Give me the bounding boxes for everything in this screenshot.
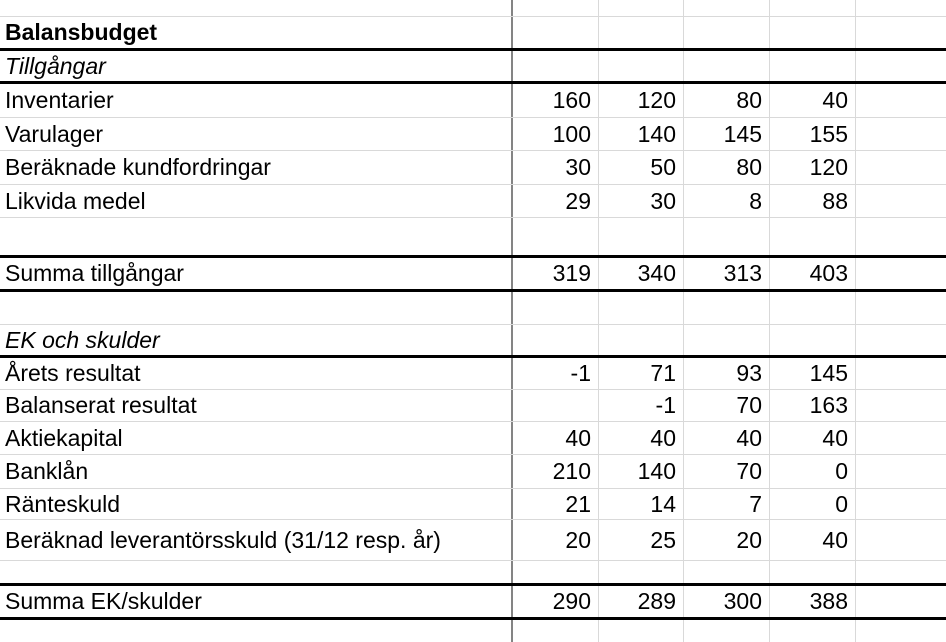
table-row bbox=[0, 51, 946, 84]
value-cell[interactable]: 160 bbox=[552, 87, 591, 113]
value-cell[interactable]: 40 bbox=[822, 526, 848, 553]
value-cell[interactable]: 70 bbox=[736, 458, 762, 484]
table-row bbox=[0, 489, 946, 520]
value-cell[interactable]: 319 bbox=[552, 260, 591, 286]
value-cell[interactable] bbox=[769, 218, 855, 255]
value-cell[interactable] bbox=[683, 620, 769, 642]
value-cell[interactable] bbox=[769, 0, 855, 16]
value-cell[interactable] bbox=[512, 51, 598, 81]
value-cell[interactable] bbox=[598, 218, 683, 255]
table-row bbox=[0, 455, 946, 489]
row-label-cell[interactable] bbox=[0, 292, 512, 324]
row-label-cell[interactable]: Tillgångar bbox=[5, 52, 106, 79]
value-cell[interactable] bbox=[512, 218, 598, 255]
table-row bbox=[0, 258, 946, 292]
value-cell[interactable] bbox=[683, 292, 769, 324]
table-row bbox=[0, 0, 946, 17]
empty-cell[interactable] bbox=[855, 455, 946, 488]
value-cell[interactable] bbox=[769, 292, 855, 324]
row-label-cell[interactable]: Varulager bbox=[5, 120, 104, 147]
value-cell[interactable] bbox=[512, 620, 598, 642]
row-label-cell[interactable]: Summa tillgångar bbox=[5, 260, 184, 286]
value-cell[interactable]: 313 bbox=[723, 260, 762, 286]
row-label-cell[interactable]: Balansbudget bbox=[5, 19, 158, 45]
value-cell[interactable]: 40 bbox=[736, 424, 762, 451]
value-cell[interactable]: 40 bbox=[822, 424, 848, 451]
value-cell[interactable]: 388 bbox=[809, 588, 848, 614]
value-cell[interactable]: 25 bbox=[650, 526, 676, 553]
value-cell[interactable]: 50 bbox=[650, 154, 676, 180]
table-row bbox=[0, 358, 946, 390]
value-cell[interactable] bbox=[598, 325, 683, 355]
value-cell[interactable]: 120 bbox=[809, 154, 848, 180]
empty-cell[interactable] bbox=[855, 358, 946, 389]
value-cell[interactable] bbox=[512, 17, 598, 48]
empty-cell[interactable] bbox=[855, 520, 946, 560]
value-cell[interactable]: 30 bbox=[565, 154, 591, 180]
row-label-cell[interactable]: Årets resultat bbox=[5, 360, 141, 386]
value-cell[interactable] bbox=[683, 325, 769, 355]
value-cell[interactable]: 40 bbox=[565, 424, 591, 451]
value-cell[interactable] bbox=[683, 218, 769, 255]
empty-cell[interactable] bbox=[855, 0, 946, 16]
row-label-cell[interactable] bbox=[0, 0, 512, 16]
empty-cell[interactable] bbox=[855, 258, 946, 289]
value-cell[interactable]: 71 bbox=[650, 360, 676, 386]
value-cell[interactable]: 93 bbox=[736, 360, 762, 386]
empty-cell[interactable] bbox=[855, 561, 946, 583]
table-row bbox=[0, 422, 946, 455]
value-cell[interactable]: 120 bbox=[637, 87, 676, 113]
empty-cell[interactable] bbox=[855, 620, 946, 642]
value-cell[interactable]: 403 bbox=[809, 260, 848, 286]
empty-cell[interactable] bbox=[855, 325, 946, 355]
value-cell[interactable]: 30 bbox=[650, 187, 676, 214]
value-cell[interactable]: 80 bbox=[736, 87, 762, 113]
row-label-cell[interactable]: Balanserat resultat bbox=[5, 392, 197, 418]
table-row bbox=[0, 325, 946, 358]
empty-cell[interactable] bbox=[855, 218, 946, 255]
table-row bbox=[0, 118, 946, 151]
empty-cell[interactable] bbox=[855, 422, 946, 454]
value-cell[interactable]: 0 bbox=[835, 490, 848, 517]
value-cell[interactable] bbox=[598, 620, 683, 642]
value-cell[interactable] bbox=[598, 292, 683, 324]
value-cell[interactable]: 300 bbox=[723, 588, 762, 614]
value-cell[interactable] bbox=[683, 0, 769, 16]
empty-cell[interactable] bbox=[855, 292, 946, 324]
value-cell[interactable]: 140 bbox=[637, 458, 676, 484]
value-cell[interactable]: 29 bbox=[565, 187, 591, 214]
value-cell[interactable]: 289 bbox=[637, 588, 676, 614]
row-label-cell[interactable]: Banklån bbox=[5, 458, 89, 484]
table-row bbox=[0, 520, 946, 561]
table-row bbox=[0, 185, 946, 218]
value-cell[interactable]: 21 bbox=[565, 490, 591, 517]
value-cell[interactable] bbox=[598, 561, 683, 583]
value-cell[interactable]: 210 bbox=[552, 458, 591, 484]
value-cell[interactable] bbox=[769, 620, 855, 642]
value-cell[interactable]: 140 bbox=[637, 120, 676, 147]
row-label-cell[interactable]: Aktiekapital bbox=[5, 424, 123, 451]
value-cell[interactable]: 0 bbox=[835, 458, 848, 484]
value-cell[interactable]: -1 bbox=[655, 392, 676, 418]
value-cell[interactable] bbox=[598, 0, 683, 16]
table-row bbox=[0, 292, 946, 325]
value-cell[interactable]: 20 bbox=[565, 526, 591, 553]
row-label-cell[interactable]: Likvida medel bbox=[5, 187, 146, 214]
table-row bbox=[0, 84, 946, 118]
value-cell[interactable]: 155 bbox=[809, 120, 848, 147]
value-cell[interactable]: -1 bbox=[570, 360, 591, 386]
empty-cell[interactable] bbox=[855, 151, 946, 184]
table-row bbox=[0, 218, 946, 258]
value-cell[interactable] bbox=[512, 292, 598, 324]
row-label-cell[interactable]: Beräknad leverantörsskuld (31/12 resp. år) bbox=[5, 526, 441, 553]
table-row bbox=[0, 390, 946, 422]
row-label-cell[interactable] bbox=[0, 561, 512, 583]
row-label-cell[interactable]: Ränteskuld bbox=[5, 490, 121, 517]
value-cell[interactable] bbox=[683, 51, 769, 81]
value-cell[interactable] bbox=[512, 325, 598, 355]
value-cell[interactable]: 163 bbox=[809, 392, 848, 418]
value-cell[interactable]: 145 bbox=[809, 360, 848, 386]
value-cell[interactable] bbox=[512, 561, 598, 583]
table-row bbox=[0, 620, 946, 642]
table-row bbox=[0, 151, 946, 185]
value-cell[interactable]: 40 bbox=[822, 87, 848, 113]
empty-cell[interactable] bbox=[855, 51, 946, 81]
value-cell[interactable]: 145 bbox=[723, 120, 762, 147]
row-label-cell[interactable]: Beräknade kundfordringar bbox=[5, 154, 271, 180]
value-cell[interactable]: 40 bbox=[650, 424, 676, 451]
table-row bbox=[0, 561, 946, 586]
value-cell[interactable] bbox=[598, 17, 683, 48]
empty-cell[interactable] bbox=[855, 586, 946, 617]
row-label-cell[interactable] bbox=[0, 218, 512, 255]
value-cell[interactable] bbox=[512, 0, 598, 16]
table-row bbox=[0, 586, 946, 620]
value-cell[interactable] bbox=[598, 51, 683, 81]
empty-cell[interactable] bbox=[855, 390, 946, 421]
value-cell[interactable]: 7 bbox=[749, 490, 762, 517]
row-label-cell[interactable]: Summa EK/skulder bbox=[5, 588, 202, 614]
table-row bbox=[0, 17, 946, 51]
value-cell[interactable] bbox=[769, 561, 855, 583]
value-cell[interactable]: 70 bbox=[736, 392, 762, 418]
value-cell[interactable]: 20 bbox=[736, 526, 762, 553]
value-cell[interactable] bbox=[769, 17, 855, 48]
value-cell[interactable]: 14 bbox=[650, 490, 676, 517]
value-cell[interactable]: 80 bbox=[736, 154, 762, 180]
value-cell[interactable] bbox=[769, 325, 855, 355]
empty-cell[interactable] bbox=[855, 185, 946, 217]
value-cell[interactable] bbox=[683, 561, 769, 583]
row-label-cell[interactable] bbox=[0, 620, 512, 642]
row-label-cell[interactable]: EK och skulder bbox=[5, 326, 160, 353]
value-cell[interactable] bbox=[769, 51, 855, 81]
value-cell[interactable] bbox=[512, 390, 598, 421]
value-cell[interactable]: 88 bbox=[822, 187, 848, 214]
empty-cell[interactable] bbox=[855, 17, 946, 48]
value-cell[interactable] bbox=[683, 17, 769, 48]
value-cell[interactable]: 8 bbox=[749, 187, 762, 214]
empty-cell[interactable] bbox=[855, 489, 946, 519]
empty-cell[interactable] bbox=[855, 118, 946, 150]
empty-cell[interactable] bbox=[855, 84, 946, 117]
value-cell[interactable]: 100 bbox=[552, 120, 591, 147]
row-label-cell[interactable]: Inventarier bbox=[5, 87, 114, 113]
value-cell[interactable]: 290 bbox=[552, 588, 591, 614]
value-cell[interactable]: 340 bbox=[637, 260, 676, 286]
